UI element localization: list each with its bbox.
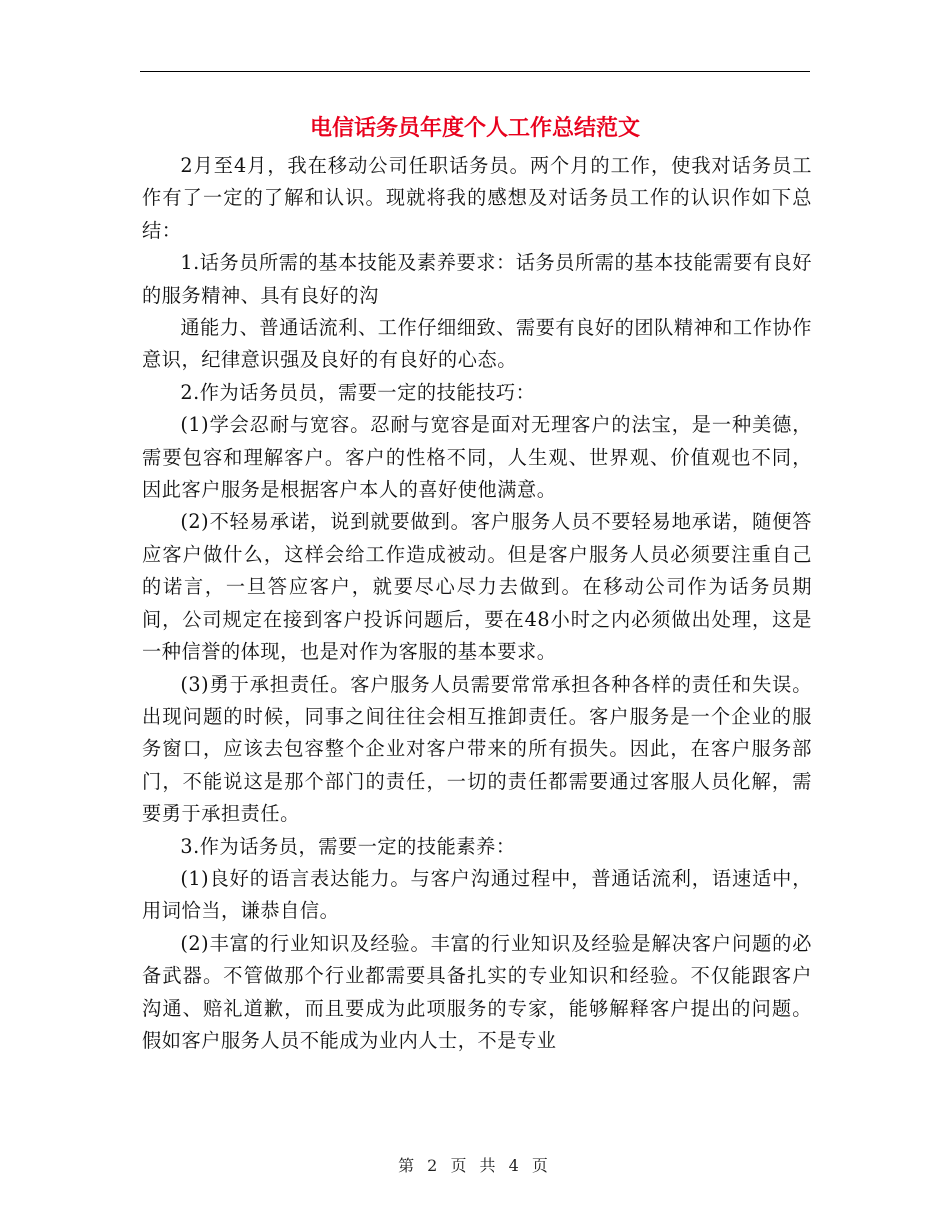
paragraph-section-1: 1.话务员所需的基本技能及素养要求：话务员所需的基本技能需要有良好的服务精神、具有良好的沟 [142, 251, 812, 307]
page-number-footer: 第 2 页 共 4 页 [398, 1156, 552, 1175]
document-title: 电信话务员年度个人工作总结范文 [309, 115, 640, 141]
paragraph-section-3-heading: 3.作为话务员，需要一定的技能素养： [180, 834, 516, 858]
paragraph-section-3-item-2: (2)丰富的行业知识及经验。丰富的行业知识及经验是解决客户问题的必备武器。不管做那个行业都需要具备扎实的专业知识和经验。不仅能跟客户沟通、赔礼道歉，而且要成为此项服务的专家，能够解释客户提出的问题。假如客户服务人员不能成为业内人士，不是专业 [142, 931, 812, 1052]
document-body [142, 150, 812, 1057]
paragraph-section-2-heading: 2.作为话务员员，需要一定的技能技巧： [180, 380, 536, 404]
paragraph-section-2-item-1: (1)学会忍耐与宽容。忍耐与宽容是面对无理客户的法宝，是一种美德，需要包容和理解客户。客户的性格不同，人生观、世界观、价值观也不同，因此客户服务是根据客户本人的喜好使他满意。 [142, 413, 812, 502]
header-rule [140, 71, 810, 72]
paragraph-section-2-item-3: (3)勇于承担责任。客户服务人员需要常常承担各种各样的责任和失误。出现问题的时候，同事之间往往会相互推卸责任。客户服务是一个企业的服务窗口，应该去包容整个企业对客户带来的所有损失。因此，在客户服务部门，不能说这是那个部门的责任，一切的责任都需要通过客服人员化解，需要勇于承担责任。 [142, 672, 812, 826]
paragraph-section-3-item-1: (1)良好的语言表达能力。与客户沟通过程中，普通话流利，语速适中，用词恰当，谦恭自信。 [142, 866, 812, 923]
paragraph-section-1-continued: 通能力、普通话流利、工作仔细细致、需要有良好的团队精神和工作协作意识，纪律意识强及良好的有良好的心态。 [142, 316, 812, 372]
paragraph-intro: 2月至4月，我在移动公司任职话务员。两个月的工作，使我对话务员工作有了一定的了解和认识。现就将我的感想及对话务员工作的认识作如下总结： [142, 154, 812, 242]
paragraph-section-2-item-2: (2)不轻易承诺，说到就要做到。客户服务人员不要轻易地承诺，随便答应客户做什么，这样会给工作造成被动。但是客户服务人员必须要注重自己的诺言，一旦答应客户，就要尽心尽力去做到。在移动公司作为话务员期间，公司规定在接到客户投诉问题后，要在48小时之内必须做出处理，这是一种信誉的体现，也是对作为客服的基本要求。 [142, 510, 812, 664]
